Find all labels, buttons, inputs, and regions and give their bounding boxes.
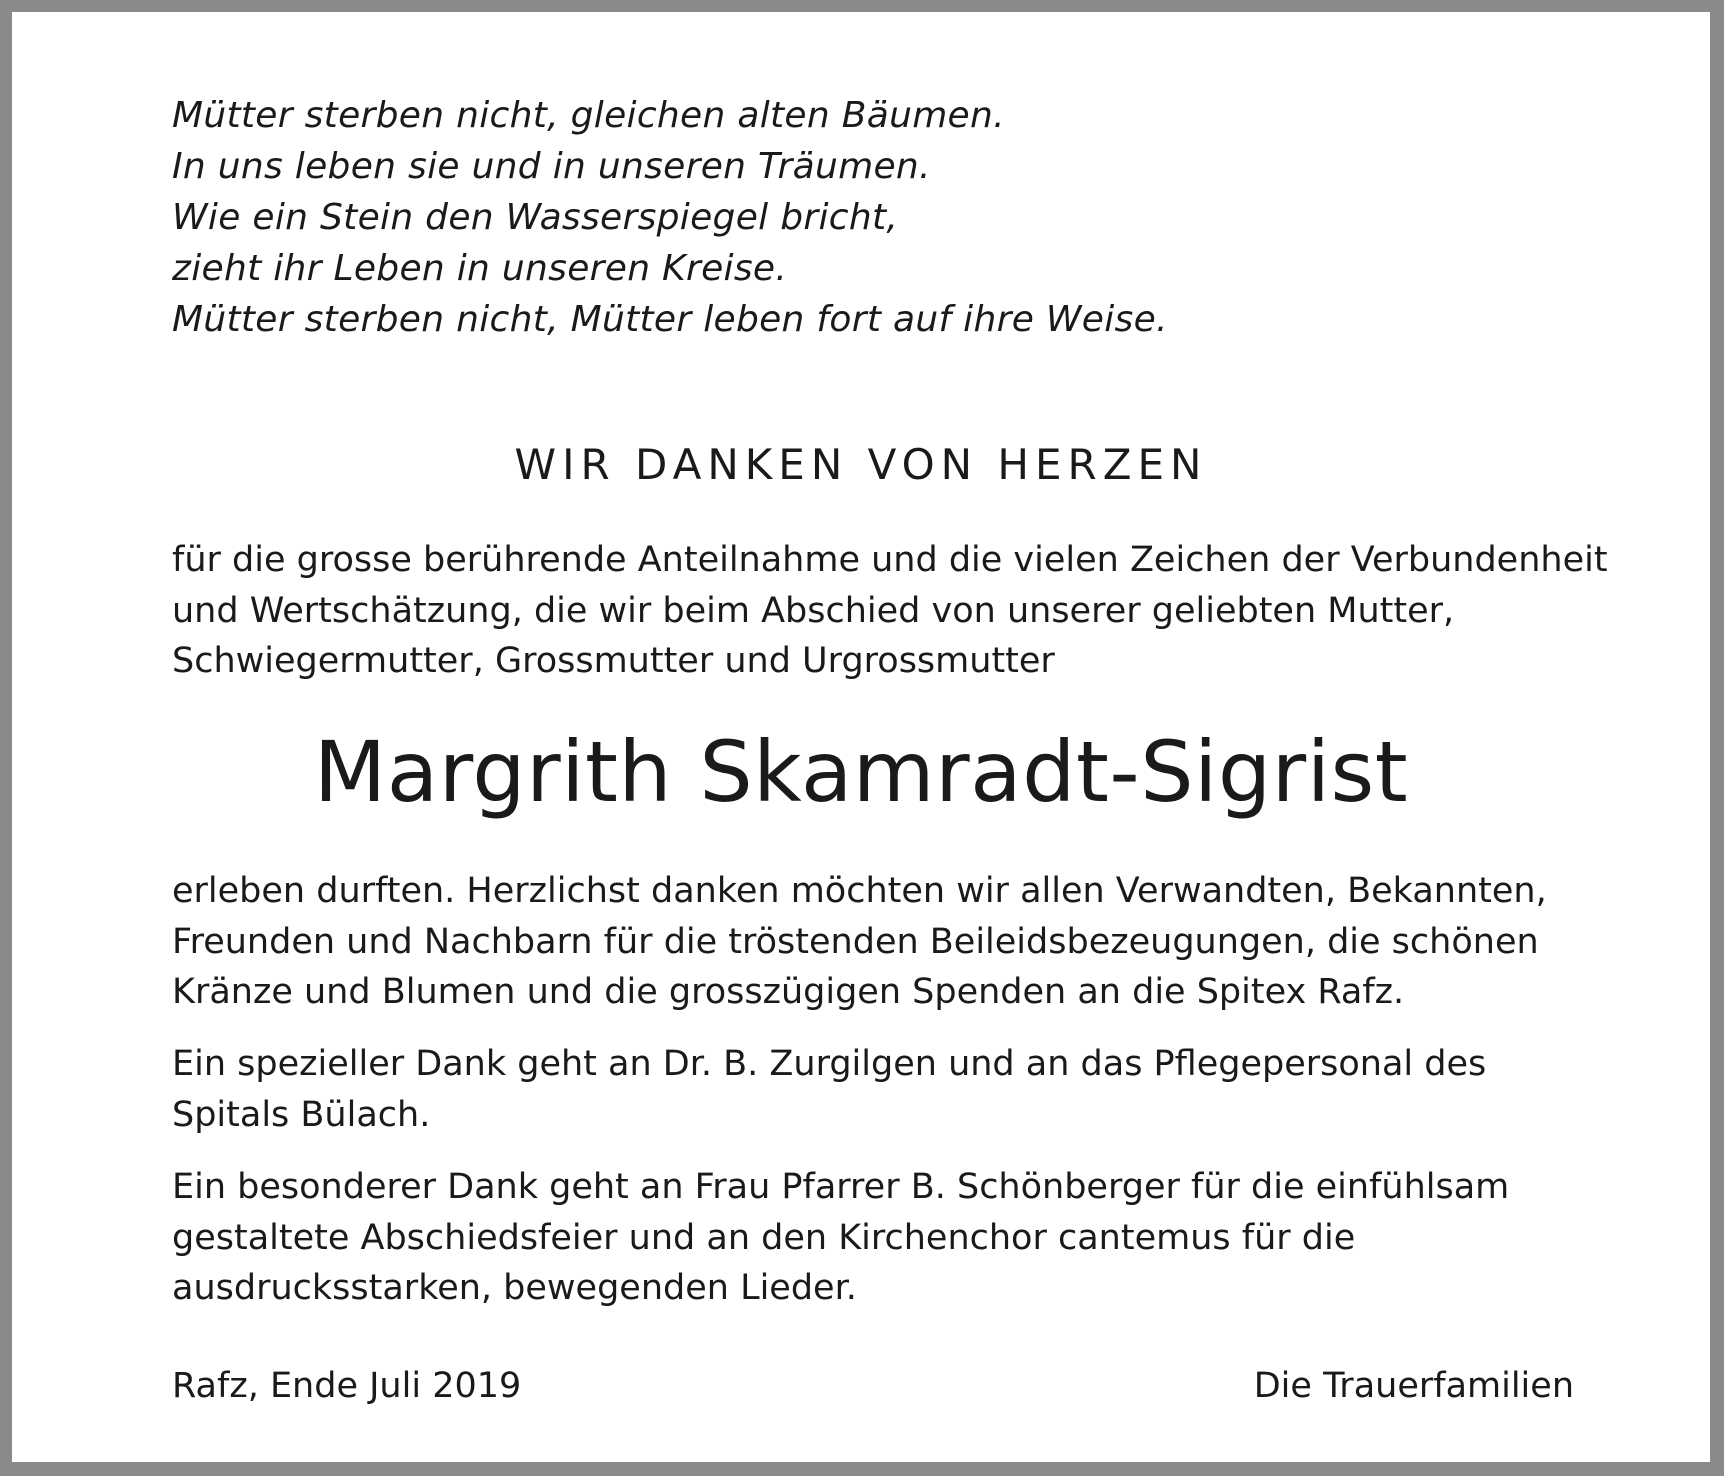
signature: Die Trauerfamilien (1253, 1366, 1574, 1406)
thanks-paragraph-pastor: Ein besonderer Dank geht an Frau Pfarrer B. Schönberger für die einfühlsam gestaltete Abschiedsfeier und an den Kirchenchor cantemus für die ausdrucksstarken, bewegenden Lieder. (172, 1167, 1510, 1308)
place-date: Rafz, Ende Juli 2019 (172, 1366, 522, 1406)
poem-line: Wie ein Stein den Wasserspiegel bricht, (172, 197, 899, 238)
thanks-heading: WIR DANKEN VON HERZEN (514, 440, 1208, 489)
deceased-name: Margrith Skamradt-Sigrist (313, 723, 1409, 821)
poem-line: Mütter sterben nicht, gleichen alten Bäumen. (172, 95, 1005, 136)
poem (172, 90, 1168, 345)
thanks-paragraph-doctor: Ein spezieller Dank geht an Dr. B. Zurgilgen und an das Pflegepersonal des Spitals Bülach. (172, 1044, 1487, 1135)
poem-line: In uns leben sie und in unseren Träumen. (172, 146, 931, 187)
poem-line: Mütter sterben nicht, Mütter leben fort auf ihre Weise. (172, 299, 1168, 340)
poem-line: zieht ihr Leben in unseren Kreise. (172, 248, 788, 289)
obituary-notice (12, 12, 1710, 1462)
intro-paragraph: für die grosse berührende Anteilnahme und die vielen Zeichen der Verbundenheit und Wertschätzung, die wir beim Abschied von unserer geliebten Mutter, Schwiegermutter, Grossmutter und Urgrossmutter (172, 540, 1608, 681)
thanks-paragraph-general: erleben durften. Herzlichst danken möchten wir allen Verwandten, Bekannten, Freunden und Nachbarn für die tröstenden Beileidsbezeugungen, die schönen Kränze und Blumen und die grosszügigen Spenden an die Spitex Rafz. (172, 871, 1547, 1012)
